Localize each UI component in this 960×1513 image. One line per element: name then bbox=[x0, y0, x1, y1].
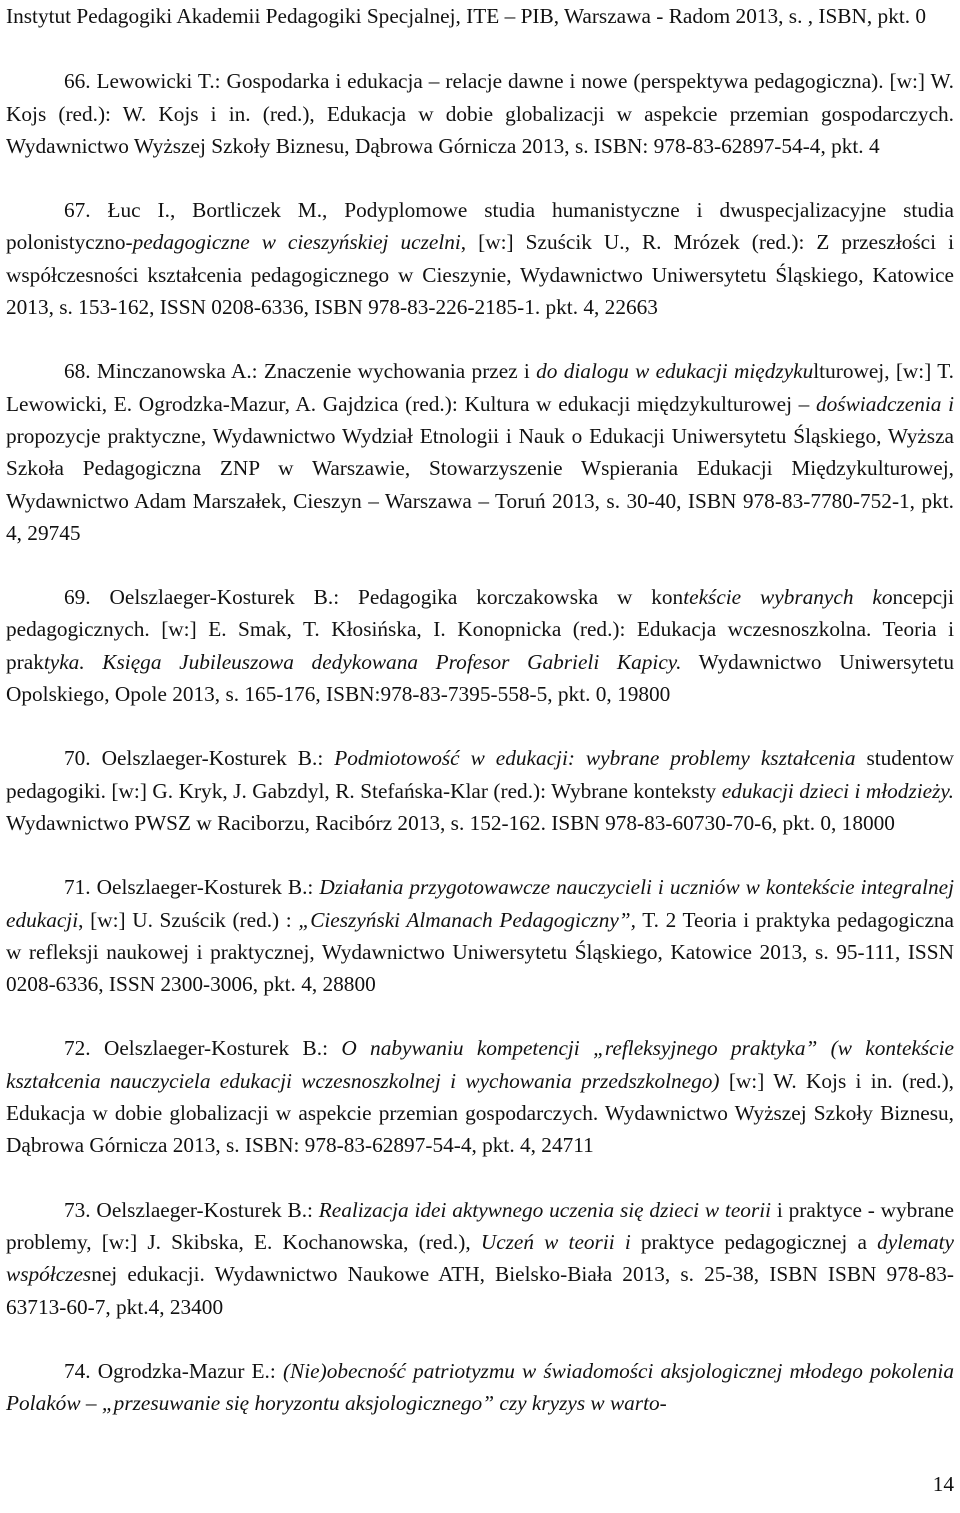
entry-title-italic: doświadczenia i bbox=[816, 391, 955, 416]
entry-text: Instytut Pedagogiki Akademii Pedagogiki Specjalnej, ITE – PIB, Warszawa - Radom 2013, s. , ISBN, pkt. 0 bbox=[6, 4, 927, 28]
entry-title-italic: do dialogu w edukacji międzyku bbox=[536, 359, 814, 384]
entry-text: lturowej, [w:] T. Lewowicki, E. Ogrodzka-Mazur, A. Gajdzica (red.): Kultura w edukacji międzykulturowej – bbox=[6, 359, 954, 416]
entry-text: ncepcji pedagogicznych. [w:] E. Smak, T. Kłosińska, I. Konopnicka (red.): Edukacja wczesnoszkolna. Teoria i prak bbox=[6, 585, 954, 674]
entry-text: [w:] W. Kojs i in. (red.), Edukacja w dobie globalizacji w aspekcie przemian gospodarczych. Wydawnictwo Wyższej Szkoły Biznesu, Dąbrowa Górnicza 2013, s. ISBN: 978-83-62897-54-4, pkt. 4, 24711 bbox=[6, 1068, 954, 1158]
entry-71 bbox=[6, 871, 954, 1000]
entry-text: 74. Ogrodzka-Mazur E.: bbox=[64, 1358, 283, 1383]
entry-text: studentow pedagogiki. [w:] G. Kryk, J. Gabzdyl, R. Stefańska-Klar (red.): Wybrane konteksty bbox=[6, 746, 954, 803]
entry-title-italic: dylematy współczes bbox=[6, 1229, 954, 1287]
entry-title-italic: Realizacja idei aktywnego uczenia się dzieci w teorii bbox=[318, 1197, 772, 1222]
entry-title-italic: tekście wybranych ko bbox=[683, 585, 893, 610]
entry-69 bbox=[6, 581, 954, 710]
entry-74 bbox=[6, 1355, 954, 1420]
entry-text: , [w:] Szuścik U., R. Mrózek (red.): Z przeszłości i współczesności kształcenia pedagogicznego w Cieszynie, Wydawnictwo Uniwersytetu Śląskiego, Katowice 2013, s. 153-162, ISSN 0208-6336, ISBN 978-83-226-2185-1. pkt. 4, 22663 bbox=[6, 230, 954, 320]
entry-68 bbox=[6, 355, 954, 549]
entry-title-italic: pedagogiczne w cieszyńskiej uczelni bbox=[132, 230, 461, 255]
entry-text: 69. Oelszlaeger-Kosturek B.: Pedagogika korczakowska w kon bbox=[64, 585, 684, 610]
entry-text: , [w:] U. Szuścik (red.) : bbox=[78, 907, 299, 932]
entry-text: praktyce pedagogicznej a bbox=[630, 1229, 878, 1254]
entry-text: Wydawnictwo Uniwersytetu Opolskiego, Opole 2013, s. 165-176, ISBN:978-83-7395-558-5, pkt. 0, 19800 bbox=[6, 649, 954, 707]
entry-70 bbox=[6, 742, 954, 839]
entry-title-italic: Działania przygotowawcze nauczycieli i uczniów w kontekście integralnej edukacji bbox=[6, 875, 954, 932]
entry-title-italic: (Nie)obecność patriotyzmu w świadomości aksjologicznej młodego pokolenia Polaków – „przesuwanie się horyzontu aksjologicznego” czy kryzys w warto- bbox=[6, 1358, 954, 1416]
entry-text: 70. Oelszlaeger-Kosturek B.: bbox=[64, 746, 335, 771]
entry-title-italic: Podmiotowość w edukacji: wybrane problemy kształcenia bbox=[334, 746, 856, 771]
entry-text: 71. Oelszlaeger-Kosturek B.: bbox=[64, 875, 320, 900]
entry-text: nej edukacji. Wydawnictwo Naukowe ATH, Bielsko-Biała 2013, s. 25-38, ISBN ISBN 978-83-63713-60-7, pkt.4, 23400 bbox=[6, 1262, 954, 1319]
entry-72 bbox=[6, 1032, 954, 1161]
entry-text: 67. Łuc I., Bortliczek M., Podyplomowe studia humanistyczne i dwuspecjalizacyjne studia polonistyczno- bbox=[6, 198, 954, 255]
entry-continuation bbox=[6, 0, 954, 32]
page-number: 14 bbox=[932, 1472, 954, 1496]
entry-title-italic: edukacji dzieci i młodzieży. bbox=[721, 778, 954, 803]
entry-67 bbox=[6, 194, 954, 323]
entry-text: 73. Oelszlaeger-Kosturek B.: bbox=[64, 1197, 319, 1222]
entry-title-italic: tyka. Księga Jubileuszowa dedykowana Profesor Gabrieli Kapicy. bbox=[43, 649, 682, 674]
entry-text: 72. Oelszlaeger-Kosturek B.: bbox=[64, 1036, 342, 1061]
entry-title-italic: Uczeń w teorii i bbox=[480, 1229, 631, 1254]
entry-text: 68. Minczanowska A.: Znaczenie wychowania przez i bbox=[64, 359, 537, 384]
entry-73 bbox=[6, 1194, 954, 1323]
entry-text: T. 2 Teoria i praktyka pedagogiczna w refleksji naukowej i praktycznej, Wydawnictwo Uniwersytetu Śląskiego, Katowice 2013, s. 95-111, ISSN 0208-6336, ISSN 2300-3006, pkt. 4, 28800 bbox=[6, 907, 954, 997]
entry-title-italic: „Cieszyński Almanach Pedagogiczny”, bbox=[298, 907, 636, 932]
entry-text: propozycje praktyczne, Wydawnictwo Wydział Etnologii i Nauk o Edukacji Uniwersytetu Śląskiego, Wyższa Szkoła Pedagogiczna ZNP w Warszawie, Stowarzyszenie Wspierania Edukacji Międzykulturowej, Wydawnictwo Adam Marszałek, Cieszyn – Warszawa – Toruń 2013, s. 30-40, ISBN 978-83-7780-752-1, pkt. 4, 29745 bbox=[6, 423, 954, 545]
entry-text: Wydawnictwo PWSZ w Raciborzu, Racibórz 2013, s. 152-162. ISBN 978-83-60730-70-6, pkt. 0, 18000 bbox=[6, 810, 895, 835]
entry-text: 66. Lewowicki T.: Gospodarka i edukacja – relacje dawne i nowe (perspektywa pedagogiczna). [w:] W. Kojs (red.): W. Kojs i in. (red.), Edukacja w dobie globalizacji w aspekcie przemian gospodarczych. Wydawnictwo Wyższej Szkoły Biznesu, Dąbrowa Górnicza 2013, s. ISBN: 978-83-62897-54-4, pkt. 4 bbox=[6, 69, 954, 158]
entry-title-italic: O nabywaniu kompetencji „refleksyjnego praktyka” (w kontekście kształcenia nauczyciela edukacji wczesnoszkolnej i wychowania przedszkolnego) bbox=[6, 1036, 954, 1093]
entry-66 bbox=[6, 65, 954, 162]
document-page bbox=[6, 0, 954, 1451]
entry-text: i praktyce - wybrane problemy, [w:] J. Skibska, E. Kochanowska, (red.), bbox=[6, 1197, 954, 1254]
